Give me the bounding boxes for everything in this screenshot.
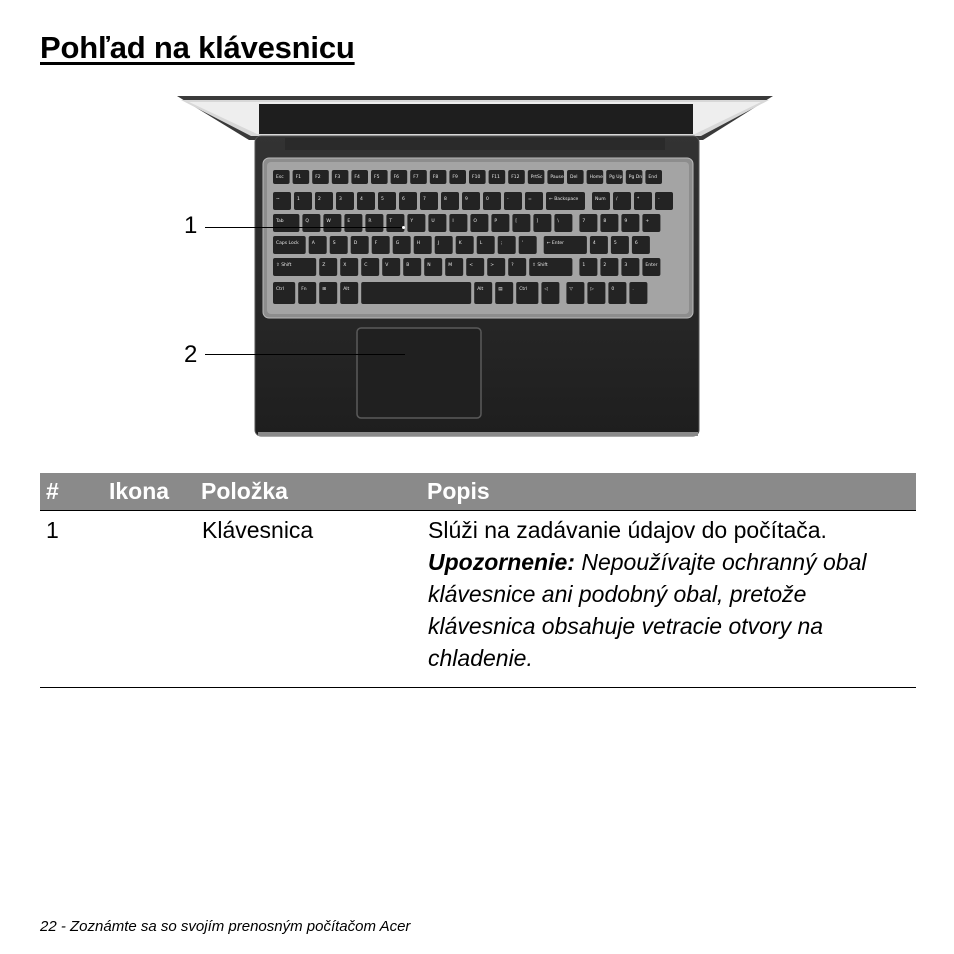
keyboard-key-label: F (374, 241, 378, 246)
keyboard-key-label: D (353, 241, 358, 246)
callout-2-number: 2 (184, 341, 198, 368)
keyboard-key-label: \ (557, 219, 559, 224)
keyboard-key (340, 282, 358, 304)
keyboard-key-label: 9 (465, 197, 468, 202)
keyboard-key-label: 5 (613, 241, 617, 246)
keyboard-key-label: Tab (276, 219, 284, 224)
keyboard-key-label: Pg Dn (628, 175, 643, 180)
warning-note (428, 546, 915, 686)
keyboard-key-label: * (637, 197, 640, 202)
keyboard-key-label: 6 (402, 197, 405, 202)
keyboard-key-label: L (479, 241, 483, 246)
row-description (427, 511, 916, 688)
row-icon (109, 511, 201, 688)
keyboard-key (361, 282, 471, 304)
keyboard-key-label: Z (322, 263, 326, 268)
header-description: Popis (427, 478, 490, 504)
keyboard-key-label: V (385, 263, 389, 268)
keyboard-key-label: F10 (472, 175, 481, 180)
keyboard-key-label: T (389, 219, 393, 224)
keyboard-key-label: Pause (550, 175, 564, 180)
keyboard-key-label: A (311, 241, 315, 246)
keyboard-key-label: Del (570, 175, 578, 180)
keyboard-key (608, 282, 626, 304)
keyboard-key-label: Y (410, 219, 414, 224)
keyboard-key-label: ◁ (544, 287, 548, 292)
laptop-base (255, 136, 699, 436)
keyboard-key-label: 5 (381, 197, 384, 202)
keyboard-key-label: ] (536, 219, 539, 224)
touchpad (357, 328, 481, 418)
callout-1-number: 1 (184, 212, 198, 239)
keyboard-key-label: H (416, 241, 421, 246)
keyboard-key-label: 4 (360, 197, 363, 202)
keyboard-key-label: 8 (603, 219, 607, 224)
keyboard-key-label: 2 (318, 197, 321, 202)
component-table (40, 473, 916, 688)
keyboard-key-label: C (364, 263, 368, 268)
keyboard-key-label: ⇧ Shift (532, 263, 548, 268)
keyboard-key-label: Pg Up (609, 175, 623, 180)
keyboard-key (629, 282, 647, 304)
row-item: Klávesnica (202, 517, 314, 543)
laptop-illustration (175, 92, 777, 440)
keyboard-key-label: E (347, 219, 351, 224)
keyboard-key-label: ▽ (569, 287, 573, 292)
keyboard-key-label: 9 (624, 219, 628, 224)
keyboard-key-label: Q (305, 219, 309, 224)
keyboard-key (273, 282, 295, 304)
keyboard-key-label: F9 (452, 175, 458, 180)
keyboard-key-label: Num (595, 197, 606, 202)
keyboard-key-label: / (616, 197, 618, 202)
keyboard-key (587, 282, 605, 304)
keyboard-key-label: Esc (276, 175, 284, 180)
keyboard-key-label: 7 (423, 197, 426, 202)
keyboard-key-label: F4 (354, 175, 360, 180)
keyboard-key-label: 8 (444, 197, 447, 202)
keyboard-key-label: W (326, 219, 331, 224)
keyboard-key-label: B (406, 263, 410, 268)
keyboard-key-label: I (452, 219, 454, 224)
keyboard-key-label: End (648, 175, 657, 180)
keyboard-key-label: 3 (339, 197, 342, 202)
keyboard-key-label: X (343, 263, 347, 268)
keyboard-key-label: F2 (315, 175, 321, 180)
keyboard-key (541, 282, 559, 304)
keyboard-key-label: F3 (334, 175, 341, 180)
keyboard-key-label: 2 (603, 263, 607, 268)
keyboard-key-label: Caps Lock (276, 241, 299, 246)
keyboard-key-label: F6 (393, 175, 400, 180)
keyboard-key-label: Home (589, 175, 603, 180)
keyboard-key-label: F1 (295, 175, 302, 180)
keyboard-key-label: 7 (582, 219, 586, 224)
keyboard-key-label: 1 (297, 197, 300, 202)
callout-1-line (205, 227, 403, 228)
keyboard-key-label: = (528, 197, 532, 202)
keyboard-key-label: F7 (413, 175, 419, 180)
keyboard-key-label: K (458, 241, 462, 246)
keyboard-key-label: 6 (634, 241, 638, 246)
keyboard-key-label: ; (500, 241, 503, 246)
keyboard-key-label: Enter (645, 263, 658, 268)
keyboard-key-label: P (494, 219, 498, 224)
keyboard-key-label: G (395, 241, 400, 246)
table-row (40, 511, 916, 688)
keyboard-key-label: > (490, 263, 494, 268)
keyboard-key-label: ' (521, 241, 523, 246)
keyboard-key-label: ← Enter (546, 241, 564, 246)
header-number: # (46, 478, 59, 504)
laptop-top-view (175, 92, 777, 440)
keyboard-key-label: ⇧ Shift (276, 263, 292, 268)
callout-2-line (205, 354, 405, 355)
keyboard-key (298, 282, 316, 304)
keyboard-key-label: R (368, 219, 372, 224)
table-header-row (40, 473, 916, 511)
keyboard-key-label: Alt (477, 287, 484, 292)
keyboard-key (319, 282, 337, 304)
keyboard-key-label: F8 (432, 175, 439, 180)
keyboard-key-label: F12 (511, 175, 520, 180)
keyboard-key-label: ← Backspace (549, 197, 579, 202)
description-text: Slúži na zadávanie údajov do počítača. (428, 517, 827, 543)
keyboard-key-label: Ctrl (276, 287, 285, 292)
keyboard-key-label: ? (511, 263, 514, 268)
keyboard-key-label: N (427, 263, 431, 268)
warning-text: Nepoužívajte ochranný obal klávesnice ani podobný obal, pretože klávesnica obsahuje vetracie otvory na chladenie. (428, 549, 867, 671)
header-icon: Ikona (109, 478, 170, 504)
keyboard-key-label: PrtSc (530, 175, 543, 180)
row-number: 1 (46, 517, 59, 543)
keyboard-key-label: + (645, 219, 650, 224)
keyboard-key-label: ▷ (590, 287, 594, 292)
keyboard-key-label: M (448, 263, 453, 268)
keyboard-key-label: Alt (343, 287, 350, 292)
keyboard-key-label: 1 (582, 263, 586, 268)
keyboard-key-label: - (658, 197, 660, 202)
callout-1-dot (402, 226, 405, 229)
keyboard-key-label: ⊞ (322, 287, 326, 292)
keyboard-key-label: ▤ (498, 287, 503, 292)
header-item: Položka (201, 478, 288, 504)
keyboard-key-label: ~ (276, 197, 280, 202)
keyboard-key-label: Ctrl (519, 287, 528, 292)
keyboard-key (566, 282, 584, 304)
keyboard-key-label: O (473, 219, 477, 224)
keyboard-key (495, 282, 513, 304)
page-footer: 22 - Zoznámte sa so svojím prenosným počítačom Acer (40, 918, 411, 935)
keyboard-key-label: . (632, 287, 634, 292)
keyboard-key (474, 282, 492, 304)
keyboard-key-label: 4 (592, 241, 596, 246)
keyboard-key-label: U (431, 219, 435, 224)
keyboard-key-label: 0 (611, 287, 615, 292)
keyboard-key-label: < (469, 263, 473, 268)
keyboard-key-label: 3 (624, 263, 628, 268)
keyboard-key-label: 0 (486, 197, 489, 202)
keyboard-key-label: Fn (301, 287, 307, 292)
keyboard-key (516, 282, 538, 304)
keyboard-key-label: F5 (374, 175, 380, 180)
keyboard-key-label: J (437, 241, 440, 246)
keyboard-key-label: S (332, 241, 336, 246)
keyboard-key-label: - (507, 197, 509, 202)
warning-label: Upozornenie: (428, 549, 575, 575)
page-title: Pohľad na klávesnicu (40, 30, 355, 65)
keyboard-key-label: F11 (491, 175, 500, 180)
keyboard-key-label: [ (515, 219, 518, 224)
